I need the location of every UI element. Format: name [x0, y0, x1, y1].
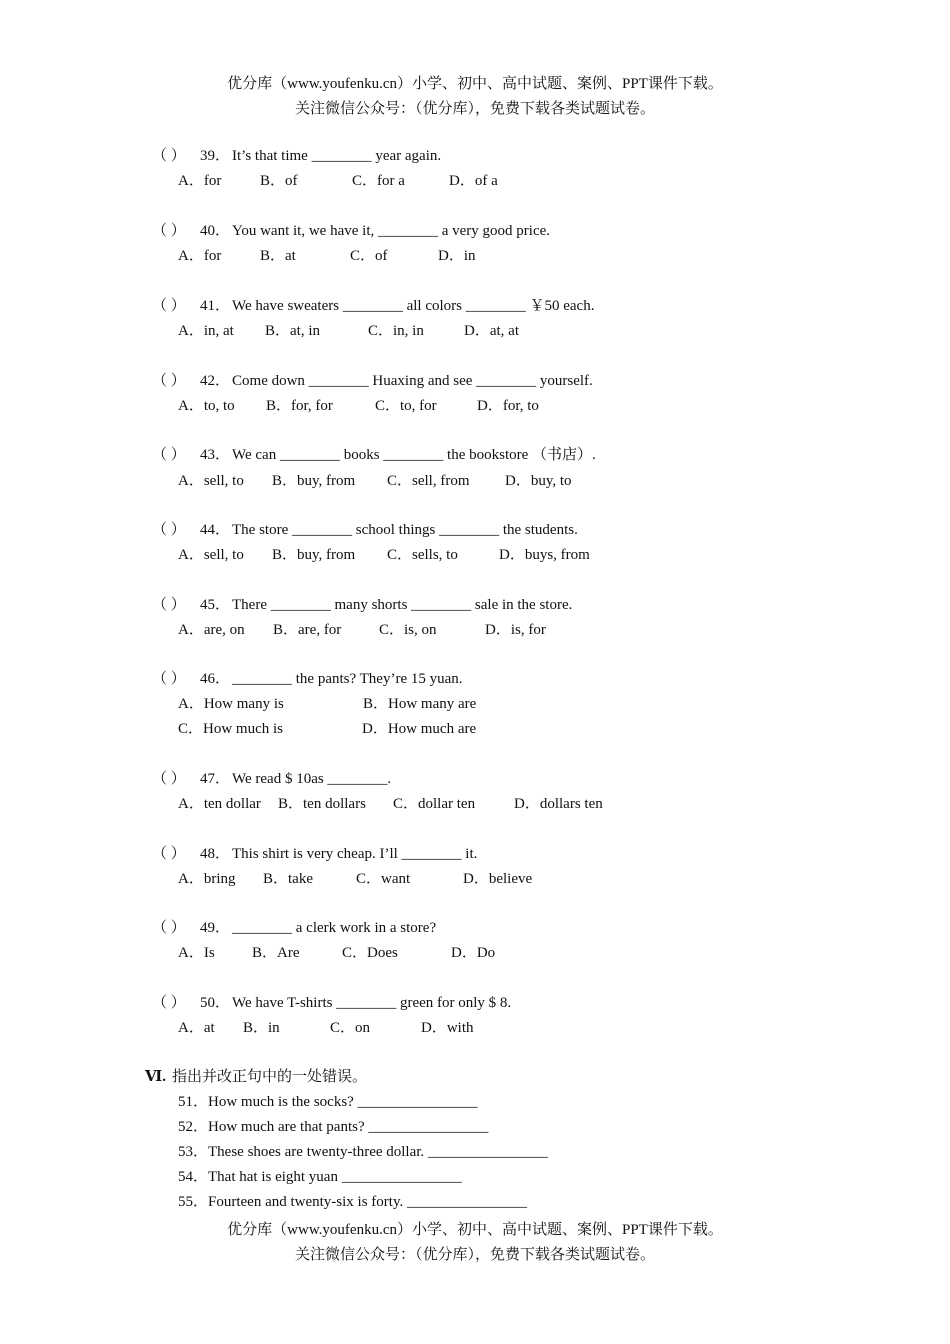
option-b: B．in [243, 1020, 280, 1036]
question-41 [152, 296, 594, 316]
question-text: There ________ many shorts ________ sale in the store. [232, 597, 573, 613]
options-50 [178, 1018, 474, 1038]
option-b: B．How many are [363, 696, 477, 712]
answer-bracket: （ ） [152, 920, 186, 936]
option-b: B．are, for [273, 622, 342, 638]
error-item-53: 53．These shoes are twenty-three dollar. ________________ [178, 1144, 548, 1160]
question-text: We can ________ books ________ the bookstore （书店）. [232, 447, 596, 463]
option-b: B．at [260, 248, 296, 264]
option-a: A．at [178, 1020, 215, 1036]
option-c: C．in, in [368, 323, 424, 339]
option-c: C．on [330, 1020, 371, 1036]
option-d: D．believe [463, 871, 533, 887]
option-c: C．is, on [379, 622, 437, 638]
answer-bracket: （ ） [152, 522, 186, 538]
options-40 [178, 246, 476, 266]
header-line-1: 优分库（www.youfenku.cn）小学、初中、高中试题、案例、PPT课件下载。 [227, 76, 723, 92]
question-text: You want it, we have it, ________ a very good price. [232, 223, 551, 239]
option-b: B．buy, from [272, 473, 356, 489]
option-c: C．to, for [375, 398, 437, 414]
section-number: Ⅵ. [145, 1069, 166, 1085]
option-b: B．for, for [266, 398, 333, 414]
question-42 [152, 371, 593, 391]
option-a: A．to, to [178, 398, 235, 414]
question-text: ________ a clerk work in a store? [232, 920, 437, 936]
option-d: D．buys, from [499, 547, 590, 563]
question-number: 42． [200, 373, 231, 389]
answer-bracket: （ ） [152, 298, 186, 314]
error-item-51: 51．How much is the socks? ________________ [178, 1094, 478, 1110]
question-number: 41． [200, 298, 231, 314]
question-39 [152, 146, 441, 166]
option-c: C．sell, from [387, 473, 470, 489]
options-41 [178, 321, 519, 341]
option-a: A．sell, to [178, 547, 244, 563]
option-a: A．for [178, 248, 222, 264]
option-d: D．is, for [485, 622, 546, 638]
question-text: We have sweaters ________ all colors ________ ￥50 each. [232, 298, 595, 314]
options-43 [178, 471, 572, 491]
answer-bracket: （ ） [152, 771, 186, 787]
section-title: 指出并改正句中的一处错误。 [172, 1069, 368, 1085]
question-text: We have T-shirts ________ green for only $ 8. [232, 995, 512, 1011]
option-b: B．Are [252, 945, 300, 961]
option-c: C．want [356, 871, 411, 887]
answer-bracket: （ ） [152, 447, 186, 463]
question-46 [152, 669, 463, 689]
question-number: 47． [200, 771, 231, 787]
options-46-row2 [178, 719, 476, 739]
question-44 [152, 520, 578, 540]
option-a: A．in, at [178, 323, 234, 339]
option-a: A．Is [178, 945, 215, 961]
answer-bracket: （ ） [152, 597, 186, 613]
options-47 [178, 794, 603, 814]
error-item-55: 55．Fourteen and twenty-six is forty. ________________ [178, 1194, 527, 1210]
question-50 [152, 993, 511, 1013]
question-number: 49． [200, 920, 231, 936]
question-43 [152, 445, 596, 465]
option-c: C．sells, to [387, 547, 458, 563]
option-c: C．dollar ten [393, 796, 476, 812]
options-42 [178, 396, 539, 416]
option-d: D．in [438, 248, 476, 264]
question-number: 40． [200, 223, 231, 239]
answer-bracket: （ ） [152, 148, 186, 164]
option-d: D．for, to [477, 398, 539, 414]
option-a: A．for [178, 173, 222, 189]
option-b: B．buy, from [272, 547, 356, 563]
options-45 [178, 620, 546, 640]
question-number: 46． [200, 671, 231, 687]
option-d: D．dollars ten [514, 796, 603, 812]
answer-bracket: （ ） [152, 223, 186, 239]
question-text: The store ________ school things ________ the students. [232, 522, 578, 538]
option-c: C．How much is [178, 721, 284, 737]
option-c: C．Does [342, 945, 398, 961]
question-text: ________ the pants? They’re 15 yuan. [232, 671, 463, 687]
footer-line-2: 关注微信公众号：（优分库），免费下载各类试题试卷。 [294, 1247, 655, 1263]
question-text: Come down ________ Huaxing and see ________ yourself. [232, 373, 593, 389]
option-a: A．How many is [178, 696, 284, 712]
option-c: C．of [350, 248, 388, 264]
options-44 [178, 545, 590, 565]
question-number: 48． [200, 846, 231, 862]
option-d: D．with [421, 1020, 474, 1036]
footer-line-1: 优分库（www.youfenku.cn）小学、初中、高中试题、案例、PPT课件下载。 [227, 1222, 723, 1238]
answer-bracket: （ ） [152, 373, 186, 389]
answer-bracket: （ ） [152, 995, 186, 1011]
question-text: This shirt is very cheap. I’ll ________ it. [232, 846, 478, 862]
question-47 [152, 769, 391, 789]
section-6-heading [145, 1067, 367, 1087]
question-number: 43． [200, 447, 231, 463]
option-b: B．of [260, 173, 298, 189]
option-d: D．How much are [362, 721, 477, 737]
header-line-2: 关注微信公众号：（优分库），免费下载各类试题试卷。 [294, 101, 655, 117]
options-46-row1 [178, 694, 476, 714]
option-d: D．buy, to [505, 473, 572, 489]
error-item-52: 52．How much are that pants? ________________ [178, 1119, 489, 1135]
options-39 [178, 171, 498, 191]
options-48 [178, 869, 532, 889]
option-a: A．ten dollar [178, 796, 261, 812]
question-text: We read $ 10as ________. [232, 771, 392, 787]
option-d: D．of a [449, 173, 498, 189]
question-49 [152, 918, 436, 938]
answer-bracket: （ ） [152, 671, 186, 687]
option-b: B．ten dollars [278, 796, 366, 812]
answer-bracket: （ ） [152, 846, 186, 862]
option-a: A．sell, to [178, 473, 244, 489]
question-text: It’s that time ________ year again. [232, 148, 442, 164]
question-number: 39． [200, 148, 231, 164]
question-48 [152, 844, 477, 864]
question-45 [152, 595, 572, 615]
option-d: D．at, at [464, 323, 519, 339]
options-49 [178, 943, 495, 963]
option-b: B．at, in [265, 323, 320, 339]
option-c: C．for a [352, 173, 405, 189]
option-a: A．are, on [178, 622, 245, 638]
option-a: A．bring [178, 871, 236, 887]
question-number: 45． [200, 597, 231, 613]
option-d: D．Do [451, 945, 496, 961]
error-item-54: 54．That hat is eight yuan ________________ [178, 1169, 462, 1185]
option-b: B．take [263, 871, 313, 887]
question-40 [152, 221, 550, 241]
question-number: 50． [200, 995, 231, 1011]
question-number: 44． [200, 522, 231, 538]
